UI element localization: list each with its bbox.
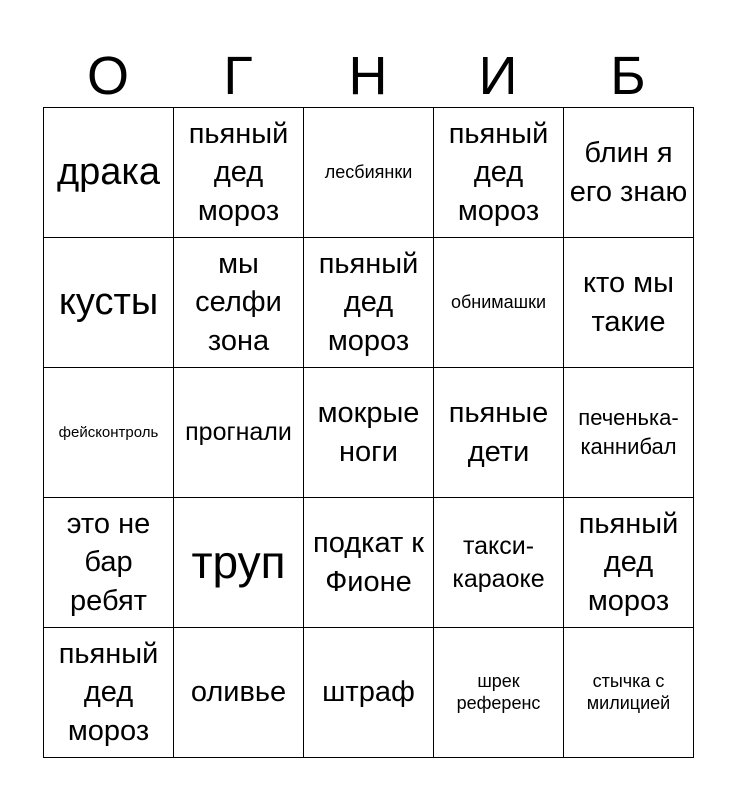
bingo-cell[interactable]: труп xyxy=(174,498,304,628)
board-row xyxy=(44,498,694,628)
bingo-cell[interactable]: фейсконтроль xyxy=(44,368,174,498)
header-letter: Г xyxy=(223,46,253,106)
bingo-cell[interactable]: оливье xyxy=(174,628,304,758)
board-row xyxy=(44,238,694,368)
header-letter: Н xyxy=(348,46,388,106)
bingo-cell[interactable]: мы селфи зона xyxy=(174,238,304,368)
bingo-cell[interactable]: лесбиянки xyxy=(304,108,434,238)
bingo-cell[interactable]: штраф xyxy=(304,628,434,758)
bingo-cell[interactable]: обнимашки xyxy=(434,238,564,368)
board-row xyxy=(44,108,694,238)
bingo-cell[interactable]: шрек референс xyxy=(434,628,564,758)
bingo-cell[interactable]: пьяный дед мороз xyxy=(44,628,174,758)
bingo-cell[interactable]: пьяный дед мороз xyxy=(304,238,434,368)
bingo-cell[interactable]: подкат к Фионе xyxy=(304,498,434,628)
bingo-cell[interactable]: пьяные дети xyxy=(434,368,564,498)
bingo-cell[interactable]: такси-караоке xyxy=(434,498,564,628)
bingo-cell[interactable]: пьяный дед мороз xyxy=(564,498,694,628)
board-row xyxy=(44,368,694,498)
bingo-cell[interactable]: пьяный дед мороз xyxy=(174,108,304,238)
bingo-cell[interactable]: кусты xyxy=(44,238,174,368)
bingo-cell[interactable]: кто мы такие xyxy=(564,238,694,368)
bingo-cell[interactable]: прогнали xyxy=(174,368,304,498)
bingo-cell[interactable]: драка xyxy=(44,108,174,238)
bingo-cell[interactable]: стычка с милицией xyxy=(564,628,694,758)
bingo-cell[interactable]: блин я его знаю xyxy=(564,108,694,238)
bingo-cell[interactable]: печенька-каннибал xyxy=(564,368,694,498)
bingo-cell[interactable]: пьяный дед мороз xyxy=(434,108,564,238)
header-letter: И xyxy=(478,46,518,106)
bingo-cell[interactable]: это не бар ребят xyxy=(44,498,174,628)
bingo-cell[interactable]: мокрые ноги xyxy=(304,368,434,498)
header-letter: О xyxy=(86,46,129,106)
bingo-board xyxy=(43,107,694,758)
board-row xyxy=(44,628,694,758)
header-letter: Б xyxy=(610,46,646,106)
bingo-header xyxy=(43,44,693,108)
